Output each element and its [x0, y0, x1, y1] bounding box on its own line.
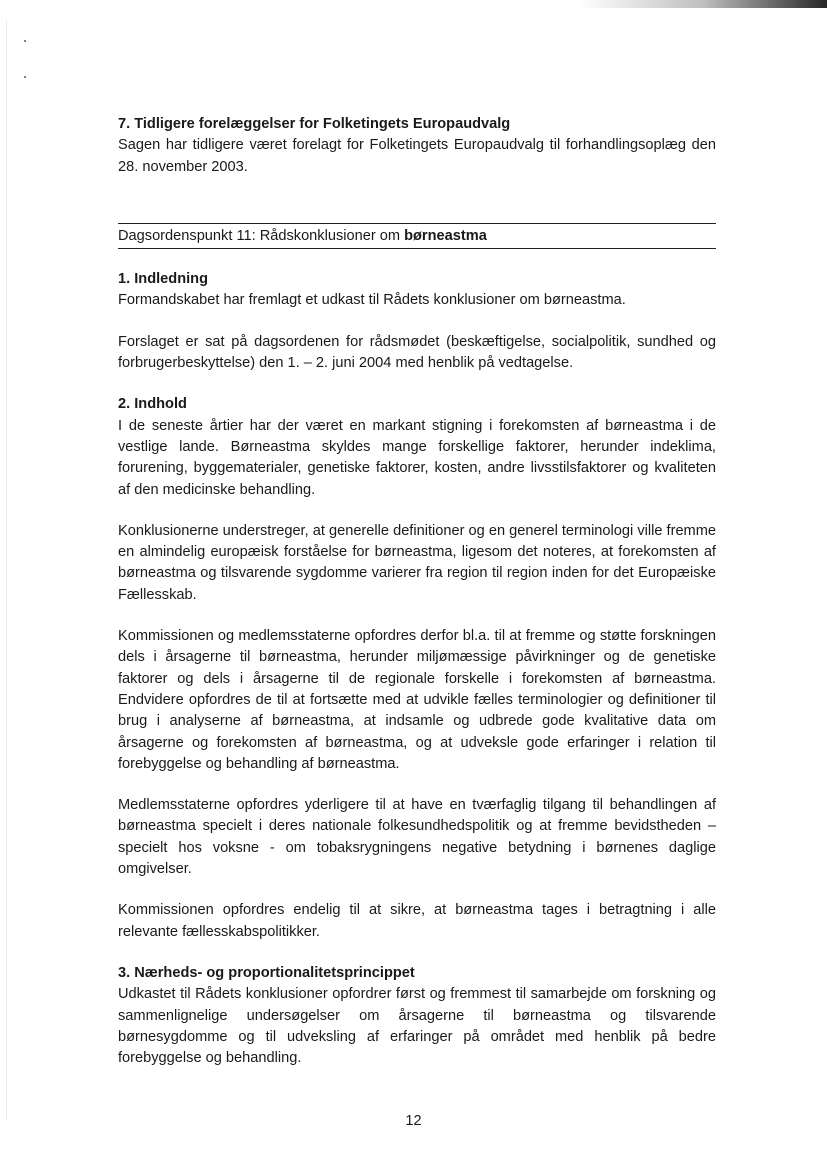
section-1-paragraph: Formandskabet har fremlagt et udkast til Rådets konklusioner om børneastma. [118, 292, 626, 309]
section-1-paragraph: Forslaget er sat på dagsordenen for rådsmødet (beskæftigelse, socialpolitik, sundhed og forbrugerbeskyttelse) den 1. – 2. juni 2004 med henblik på vedtagelse. [118, 333, 716, 372]
section-3-heading: 3. Nærheds- og proportionalitetsprincippet [118, 964, 415, 981]
section-7-heading: 7. Tidligere forelæggelser for Folketingets Europaudvalg [118, 116, 511, 132]
section-1 [118, 269, 716, 374]
section-3-text: Udkastet til Rådets konklusioner opfordrer først og fremmest til samarbejde om forskning og sammenlignelige undersøgelser om årsagerne til børneastma og tilsvarende børnesygdomme og til udveksling af erfaringer på området med henblik på bedre forebyggelse og behandling. [118, 986, 716, 1067]
section-2 [118, 394, 716, 943]
section-2-paragraph: Kommissionen og medlemsstaterne opfordres derfor bl.a. til at fremme og støtte forskningen dels i årsagerne til børneastma, herunder miljømæssige påvirkninger og de genetiske faktorer og dels i årsagerne til de regionale forskelle i forekomsten af børneastma. Endvidere opfordres de til at fortsætte med at udvikle fælles terminologier og definitioner til brug i analyserne af børneastma, at indsamle og udbrede gode kvalitative data om årsagerne og forekomsten af børneastma, og at udveksle gode erfaringer i relation til forebyggelse og behandling af børneastma. [118, 628, 716, 772]
section-2-paragraph: Medlemsstaterne opfordres yderligere til at have en tværfaglig tilgang til behandlingen af børneastma specielt i deres nationale folkesundhedspolitik og at fremme bevidstheden – specielt hos voksne - om tobaksrygningens negative betydning i børnenes daglige omgivelser. [118, 797, 716, 878]
agenda-item-topic: børneastma [404, 227, 487, 244]
document-body [118, 114, 716, 1069]
section-2-paragraph: Konklusionerne understreger, at generelle definitioner og en generel terminologi ville fremme en almindelig europæisk forståelse for børneastma, ligesom det noteres, at forekomsten af børneastma og tilsvarende sygdomme varierer fra region til region inden for det Europæiske Fællesskab. [118, 522, 716, 603]
section-7 [118, 114, 716, 178]
section-2-heading: 2. Indhold [118, 396, 187, 413]
section-3 [118, 963, 716, 1069]
section-1-heading: 1. Indledning [118, 271, 208, 288]
section-2-paragraph: I de seneste årtier har der været en markant stigning i forekomsten af børneastma i de vestlige lande. Børneastma skyldes mange forskellige faktorer, herunder indeklima, forurening, byggematerialer, genetiske faktorer, kosten, andre livsstilsfaktorer og kvaliteten af den medicinske behandling. [118, 417, 716, 498]
punch-mark [24, 76, 26, 78]
page-number: 12 [405, 1113, 422, 1129]
section-7-text: Sagen har tidligere været forelagt for Folketingets Europaudvalg til forhandlingsoplæg den 28. november 2003. [118, 137, 716, 175]
scan-edge-shadow [0, 0, 827, 8]
punch-mark [24, 40, 26, 42]
agenda-item-label: Dagsordenspunkt 11: Rådskonklusioner om [118, 227, 405, 244]
agenda-item-bar [118, 223, 716, 249]
section-2-paragraph: Kommissionen opfordres endelig til at sikre, at børneastma tages i betragtning i alle relevante fællesskabspolitikker. [118, 902, 716, 940]
scan-left-edge [6, 20, 7, 1120]
